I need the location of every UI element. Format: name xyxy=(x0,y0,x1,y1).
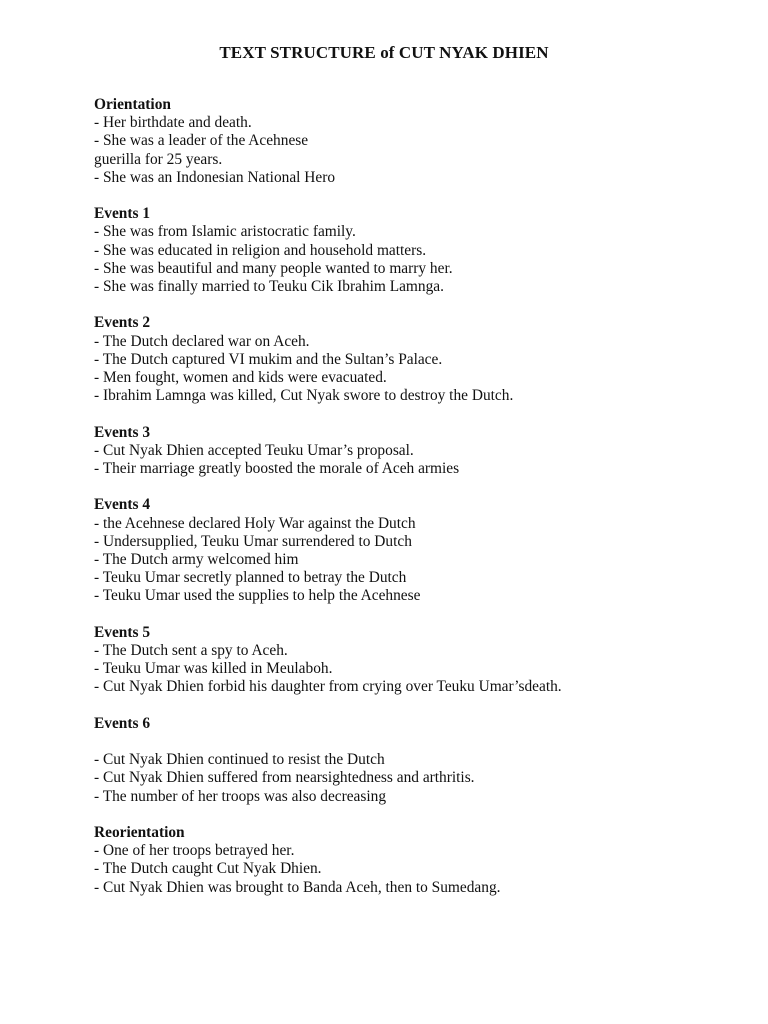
document-body xyxy=(94,96,714,915)
section-events-1 xyxy=(94,205,714,296)
list-item: - Cut Nyak Dhien accepted Teuku Umar’s proposal. xyxy=(94,441,414,459)
section-heading: Events 5 xyxy=(94,623,151,641)
section-heading: Events 3 xyxy=(94,423,151,441)
list-item: - The Dutch captured VI mukim and the Sultan’s Palace. xyxy=(94,350,443,368)
list-item: - The Dutch declared war on Aceh. xyxy=(94,332,310,350)
section-events-6 xyxy=(94,715,714,806)
list-item: guerilla for 25 years. xyxy=(94,150,223,168)
section-heading: Events 6 xyxy=(94,714,151,732)
section-heading: Events 2 xyxy=(94,314,151,332)
list-item: - Men fought, women and kids were evacuated. xyxy=(94,369,387,387)
list-item: - She was an Indonesian National Hero xyxy=(94,168,336,186)
list-item: - Undersupplied, Teuku Umar surrendered to Dutch xyxy=(94,532,412,550)
list-item: - One of her troops betrayed her. xyxy=(94,842,295,860)
list-item: - The Dutch sent a spy to Aceh. xyxy=(94,642,288,660)
section-events-3 xyxy=(94,424,714,479)
section-heading: Events 4 xyxy=(94,496,151,514)
list-item: - She was from Islamic aristocratic family. xyxy=(94,223,356,241)
list-item: - The number of her troops was also decreasing xyxy=(94,787,387,805)
list-item: - She was finally married to Teuku Cik Ibrahim Lamnga. xyxy=(94,278,444,296)
list-item: - Cut Nyak Dhien suffered from nearsightedness and arthritis. xyxy=(94,769,475,787)
section-events-2 xyxy=(94,314,714,405)
section-heading: Reorientation xyxy=(94,824,185,841)
section-heading: Events 1 xyxy=(94,205,151,223)
list-item: - She was educated in religion and household matters. xyxy=(94,241,427,259)
list-item: - The Dutch army welcomed him xyxy=(94,551,299,569)
list-item: - Teuku Umar was killed in Meulaboh. xyxy=(94,660,333,678)
section-orientation xyxy=(94,96,714,187)
list-item: - Cut Nyak Dhien forbid his daughter from crying over Teuku Umar’sdeath. xyxy=(94,678,562,696)
list-item: - She was a leader of the Acehnese xyxy=(94,132,309,150)
list-item: - Cut Nyak Dhien continued to resist the Dutch xyxy=(94,751,385,769)
list-item: - Teuku Umar secretly planned to betray the Dutch xyxy=(94,569,407,587)
list-item: - Teuku Umar used the supplies to help the Acehnese xyxy=(94,587,421,605)
list-item: - Their marriage greatly boosted the morale of Aceh armies xyxy=(94,460,460,478)
list-item: - The Dutch caught Cut Nyak Dhien. xyxy=(94,860,322,878)
section-events-5 xyxy=(94,624,714,697)
section-reorientation xyxy=(94,824,714,897)
list-item: - Cut Nyak Dhien was brought to Banda Aceh, then to Sumedang. xyxy=(94,878,501,896)
list-item: - the Acehnese declared Holy War against the Dutch xyxy=(94,514,416,532)
list-item: - She was beautiful and many people wanted to marry her. xyxy=(94,259,453,277)
list-item: - Her birthdate and death. xyxy=(94,114,252,132)
list-item: - Ibrahim Lamnga was killed, Cut Nyak swore to destroy the Dutch. xyxy=(94,387,514,405)
blank-line xyxy=(94,733,714,751)
page-title: TEXT STRUCTURE of CUT NYAK DHIEN xyxy=(219,43,549,62)
section-events-4 xyxy=(94,496,714,605)
section-heading: Orientation xyxy=(94,96,171,113)
